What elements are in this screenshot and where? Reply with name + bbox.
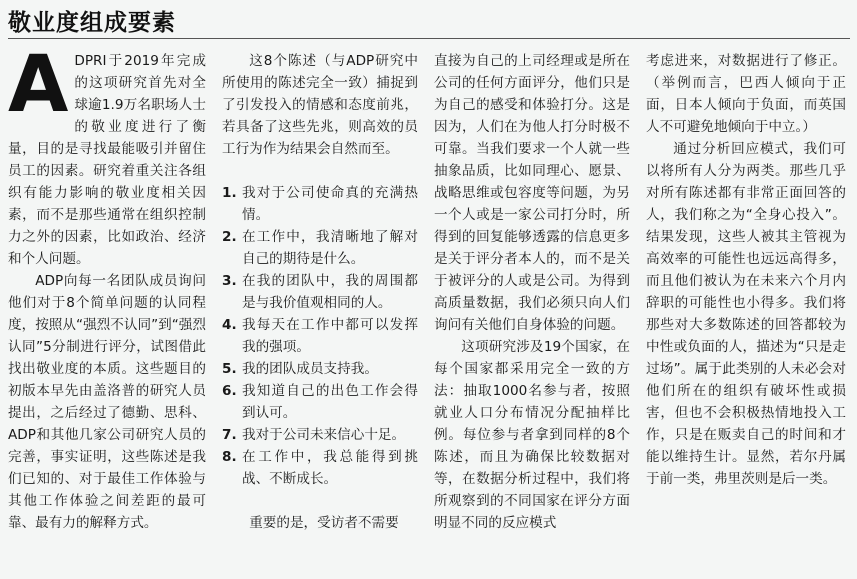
statement-number: 7. <box>222 427 237 443</box>
statement-item <box>222 446 418 490</box>
article-title: 敬业度组成要素 <box>8 10 176 36</box>
statement-text: 在工作中，我总能得到挑战、不断成长。 <box>242 449 418 487</box>
statement-text: 我每天在工作中都可以发挥我的强项。 <box>242 317 418 355</box>
statement-text: 在我的团队中，我的周围都是与我价值观相同的人。 <box>242 273 418 311</box>
statement-number: 8. <box>222 449 237 465</box>
statement-number: 1. <box>222 185 237 201</box>
paragraph-continuation: 考虑进来，对数据进行了修正。（举例而言，巴西人倾向于正面，日本人倾向于负面，而英国人不可避免地倾向于中立。） <box>646 53 846 135</box>
statement-text: 我对于公司未来信心十足。 <box>242 427 406 443</box>
statement-text: 在工作中，我清晰地了解对自己的期待是什么。 <box>242 229 418 267</box>
statement-number: 5. <box>222 361 237 377</box>
statement-number: 6. <box>222 383 237 399</box>
statement-item <box>222 424 418 446</box>
paragraph-methodology: 这项研究涉及19个国家，在每个国家都采用完全一致的方法：抽取1000名参与者，按照就业人口分布情况分配抽样比例。每位参与者拿到同样的8个陈述，而且为确保比较数据对等，在数据分析过程中，我们将所观察到的不同国家在评分方面明显不同的反应模式 <box>434 339 630 531</box>
statement-text: 我知道自己的出色工作会得到认可。 <box>242 383 418 421</box>
statement-list <box>222 182 418 490</box>
statement-item <box>222 380 418 424</box>
column-4 <box>646 50 846 490</box>
statement-number: 2. <box>222 229 237 245</box>
statement-text: 我对于公司使命真的充满热情。 <box>242 185 418 223</box>
column-2 <box>222 50 418 534</box>
statement-item <box>222 226 418 270</box>
statement-text: 我的团队成员支持我。 <box>242 361 378 377</box>
statements-intro: 这8个陈述（与ADP研究中所使用的陈述完全一致）捕捉到了引发投入的情感和态度前兆，若具备了这些先兆，则高效的员工行为作为结果会自然而至。 <box>222 53 418 157</box>
paragraph-continuation: 直接为自己的上司经理或是所在公司的任何方面评分，他们只是为自己的感受和体验打分。这是因为，人们在为他人打分时极不可靠。当我们要求一个人就一些抽象品质，比如同理心、愿景、战略思维或包容度等问题，为另一个人或是一家公司打分时，所得到的回复能够透露的信息更多是关于评分者本人的，而不是关于被评分的人或是公司。为得到高质量数据，我们必须只向人们询问有关他们自身体验的问题。 <box>434 53 630 333</box>
column-3 <box>434 50 630 534</box>
paragraph-analysis: 通过分析回应模式，我们可以将所有人分为两类。那些几乎对所有陈述都有非常正面回答的人，我们称之为“全身心投入”。结果发现，这些人被其主管视为高效率的可能性也远远高得多，而且他们被认为在未来六个月内辞职的可能性也小得多。我们将那些对大多数陈述的回答都较为中性或负面的人，描述为“只是走过场”。属于此类别的人未必会对他们所在的组织有破坏性或损害，但也不会积极热情地投入工作，只是在贩卖自己的时间和才能以维持生计。显然，若尔丹属于前一类，弗里茨则是后一类。 <box>646 141 846 487</box>
title-divider <box>8 38 850 39</box>
statement-item <box>222 314 418 358</box>
statement-item <box>222 270 418 314</box>
drop-cap: A <box>8 40 69 130</box>
paragraph-2: ADP向每一名团队成员询问他们对于8个简单问题的认同程度，按照从“强烈不认同”到“强烈认同”5分制进行评分，试图借此找出敬业度的本质。这些题目的初版本早先由盖洛普的研究人员提出，之后经过了德勤、思科、ADP和其他几家公司研究人员的完善，事实证明，这些陈述是我们已知的、对于最佳工作体验与其他工作体验之间差距的最可靠、最有力的解释方式。 <box>8 273 206 531</box>
paragraph-1-text: DPRI于2019年完成的这项研究首先对全球逾1.9万名职场人士的敬业度进行了衡量，目的是寻找最能吸引并留住员工的因素。研究着重关注各组织有能力影响的敬业度相关因素，而不是那些通常在组织控制力之外的因素，比如政治、经济和个人问题。 <box>8 53 206 267</box>
column-1 <box>8 40 206 534</box>
statement-number: 4. <box>222 317 237 333</box>
statement-item <box>222 358 418 380</box>
paragraph-continued: 重要的是，受访者不需要 <box>249 515 399 531</box>
paragraph-1 <box>8 40 206 270</box>
statement-item <box>222 182 418 226</box>
statement-number: 3. <box>222 273 237 289</box>
